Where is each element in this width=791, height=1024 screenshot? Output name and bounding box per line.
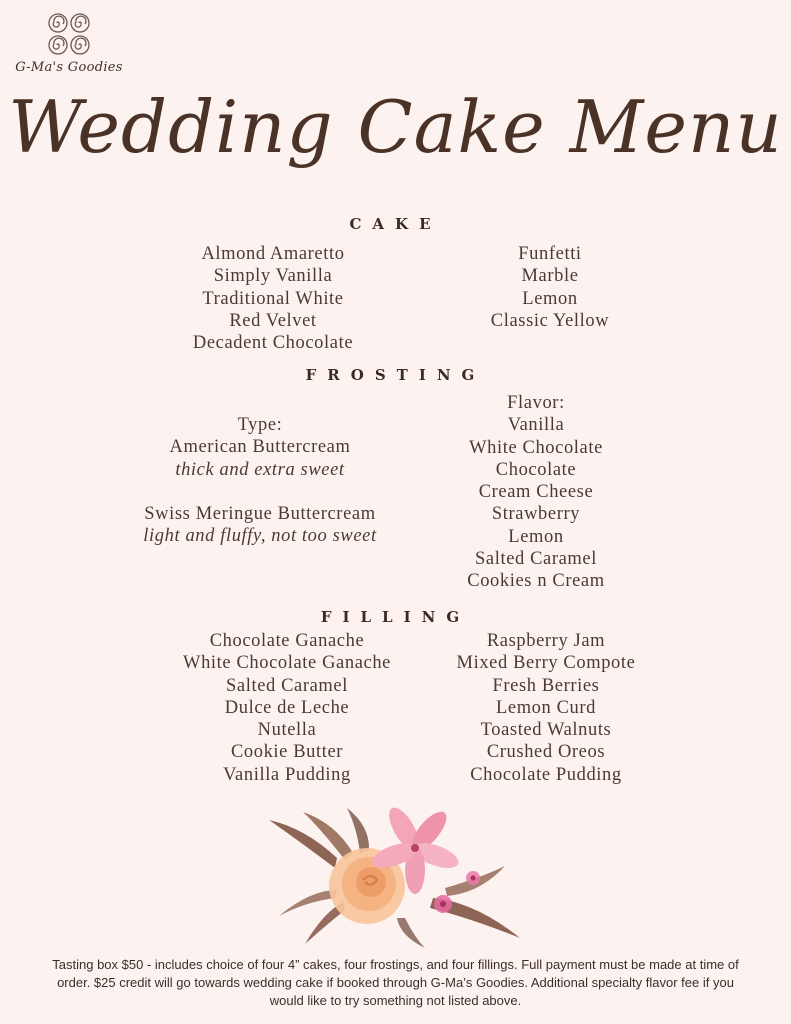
filling-right-list (436, 630, 656, 786)
list-item: Toasted Walnuts (480, 720, 612, 741)
list-item: Chocolate Ganache (209, 631, 365, 651)
list-item: Traditional White (202, 288, 344, 309)
list-item: Lemon Curd (495, 697, 597, 718)
list-item: White Chocolate Ganache (183, 653, 391, 674)
list-item: Red Velvet (229, 310, 317, 331)
frosting-type-description: light and fluffy, not too sweet (143, 526, 377, 547)
page-title: Wedding Cake Menu (8, 85, 783, 169)
cake-heading: CAKE (349, 215, 442, 233)
list-item: Lemon (522, 288, 578, 309)
list-item: Classic Yellow (490, 310, 610, 331)
filling-heading: FILLING (320, 608, 471, 626)
tasting-box-note: Tasting box $50 - includes choice of four 4” cakes, four frostings, and four fillings. Full payment must be made at time of order. $25 credit will go towards wedding cake if booked through G-Ma’s Goodies. Additional specialty flavor fee if you would like to try something not listed above. (52, 957, 739, 1008)
spacer (120, 481, 400, 503)
list-item: Cookie Butter (230, 742, 344, 763)
list-item: Crushed Oreos (486, 742, 606, 763)
frosting-flavor-list (436, 392, 636, 593)
list-item: Almond Amaretto (201, 244, 345, 264)
list-item: Cookies n Cream (467, 571, 605, 592)
frosting-type-description: thick and extra sweet (175, 459, 345, 480)
cake-left-list (153, 243, 393, 354)
list-item: Lemon (508, 526, 564, 547)
list-item: Raspberry Jam (486, 631, 606, 651)
list-item: Marble (521, 266, 579, 287)
list-item: Simply Vanilla (213, 266, 333, 287)
cake-right-list (450, 243, 650, 332)
cinnamon-roll-icon (47, 12, 91, 56)
list-item: Cream Cheese (478, 482, 594, 503)
list-item: Funfetti (518, 244, 582, 264)
floral-illustration (265, 798, 525, 950)
list-item: Chocolate Pudding (470, 764, 622, 785)
list-item: Vanilla Pudding (223, 764, 351, 785)
frosting-type-label: Type: (237, 415, 283, 435)
list-item: White Chocolate (469, 437, 603, 458)
list-item: Vanilla (507, 415, 565, 436)
frosting-heading: FROSTING (305, 366, 486, 384)
list-item: Nutella (257, 720, 317, 741)
list-item: Mixed Berry Compote (456, 653, 636, 674)
list-item: Strawberry (491, 504, 581, 525)
list-item: Dulce de Leche (224, 697, 350, 718)
frosting-type-list (120, 414, 400, 548)
list-item: Decadent Chocolate (192, 333, 354, 354)
brand-name: G-Ma's Goodies (15, 60, 123, 75)
frosting-type: Swiss Meringue Buttercream (144, 504, 376, 525)
list-item: Fresh Berries (492, 675, 600, 696)
list-item: Salted Caramel (475, 549, 597, 570)
brand-logo (8, 12, 130, 75)
filling-left-list (157, 630, 417, 786)
frosting-flavor-label: Flavor: (507, 393, 565, 413)
list-item: Chocolate (495, 459, 577, 480)
frosting-type: American Buttercream (169, 437, 351, 458)
list-item: Salted Caramel (226, 675, 348, 696)
